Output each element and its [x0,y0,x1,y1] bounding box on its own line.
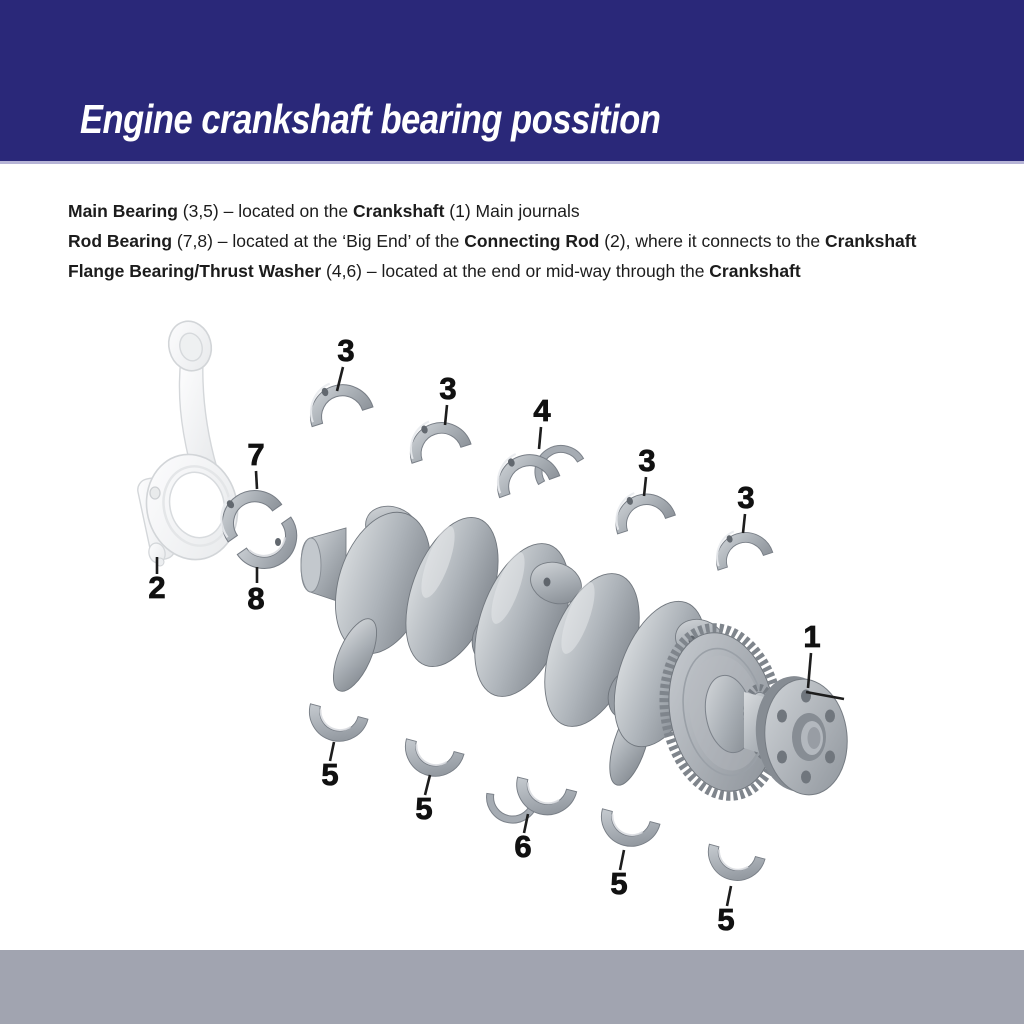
flange-bolt-hole-6 [777,710,787,723]
intro-line1-text-b: (1) Main journals [444,201,580,221]
crank-nose-face [301,538,321,592]
flange-bolt-hole-4 [801,771,811,784]
main-bearing-shell-3d [708,522,773,571]
callout-2-label: 2 [148,570,166,605]
callout-7-label: 7 [247,437,265,472]
term-crankshaft-1: Crankshaft [353,201,445,221]
main-bearing-shell-5c [595,809,660,853]
intro-line1-text-a: (3,5) – located on the [177,201,354,221]
crank-pin-hole-2 [544,578,551,587]
callout-8-label: 8 [247,581,265,616]
term-crankshaft-2: Crankshaft [825,231,917,251]
crankshaft-body [301,499,853,806]
callout-1-label: 1 [803,619,821,654]
main-bearing-shell-5a [303,704,368,748]
main-bearing-shell-5d [702,844,765,887]
term-crankshaft-3: Crankshaft [709,261,801,281]
callout-5d-label: 5 [717,902,735,937]
callout-3d-label: 3 [737,480,755,515]
callout-5b-label: 5 [415,791,433,826]
leader-4 [539,427,541,449]
intro-line3-text-a: (4,6) – located at the end or mid-way through the [321,261,710,281]
callout-6-label: 6 [514,829,532,864]
main-bearing-shell-5b [399,739,464,783]
page-title: Engine crankshaft bearing possition [80,96,661,142]
leader-3c [644,477,646,496]
leader-3b [445,405,447,425]
term-rod-bearing: Rod Bearing [68,231,173,251]
leader-3d [743,514,745,533]
intro-line2-text-a: (7,8) – located at the ‘Big End’ of the [172,231,465,251]
leader-7 [256,471,257,489]
callout-4-label: 4 [533,393,551,428]
term-flange-bearing: Flange Bearing/Thrust Washer [68,261,322,281]
flange-bolt-hole-5 [777,751,787,764]
rod-bolt-hole [150,487,160,499]
callout-5a-label: 5 [321,757,339,792]
intro-line2-text-b: (2), where it connects to the [599,231,826,251]
main-bearing-shell-3b [401,411,471,463]
rod-shank [179,358,217,468]
flange-center-bore-deep [808,727,821,749]
rod-bearing-shell-8-hole [275,538,281,546]
callout-5c-label: 5 [610,866,628,901]
callout-3a-label: 3 [337,333,355,368]
flange-bolt-hole-3 [825,751,835,764]
term-main-bearing: Main Bearing [68,201,178,221]
term-connecting-rod: Connecting Rod [464,231,600,251]
main-bearing-shell-3c [607,483,675,534]
footer-band [0,950,1024,1024]
rod-bearing-shell-8 [237,517,309,581]
callout-3b-label: 3 [439,371,457,406]
callout-3c-label: 3 [638,443,656,478]
main-bearing-shell-3a [301,373,373,427]
flange-bolt-hole-2 [825,710,835,723]
